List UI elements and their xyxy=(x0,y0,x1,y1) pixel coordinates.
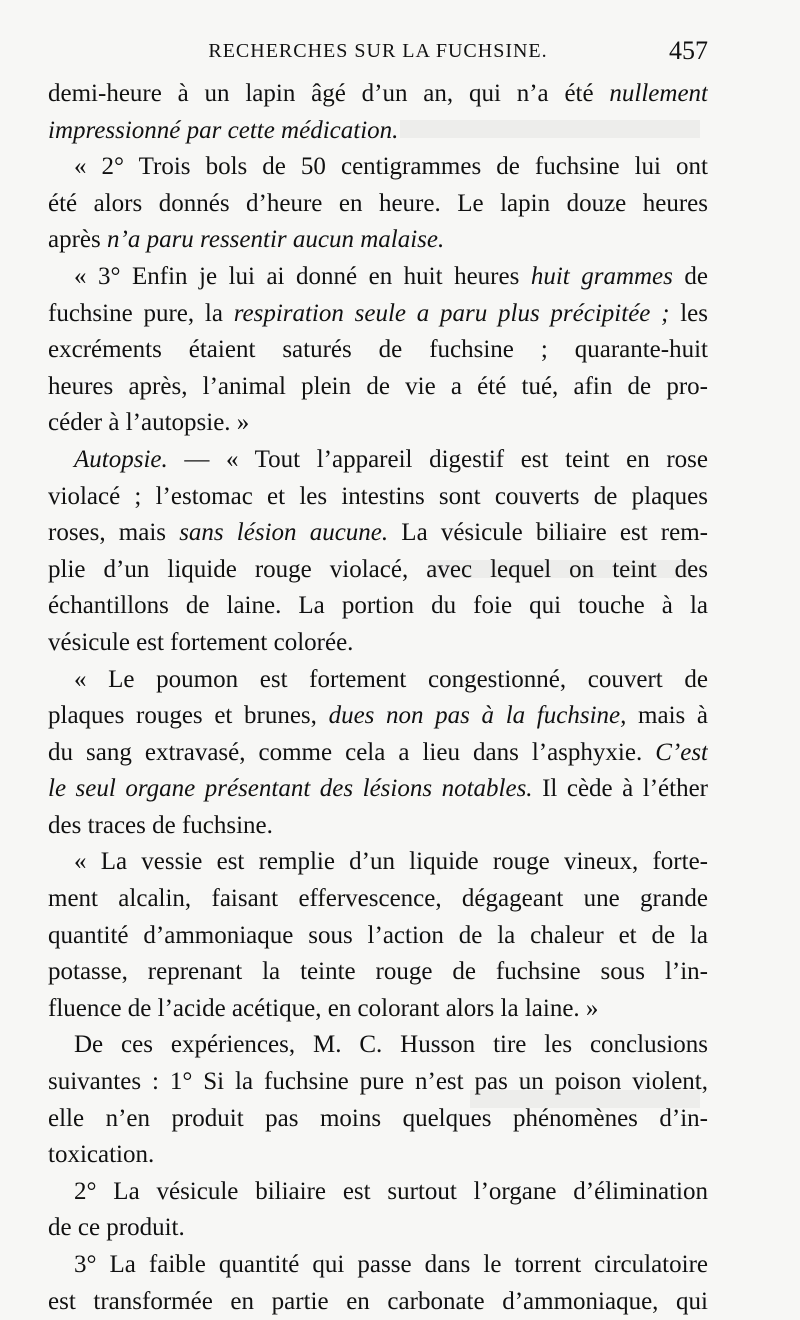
italic-text: huit grammes xyxy=(530,262,673,290)
text-line xyxy=(48,76,708,113)
text-run: potasse, reprenant la teinte rouge de fuchsine sous l’in- xyxy=(48,958,708,986)
text-line xyxy=(48,149,708,186)
text-line xyxy=(48,771,708,808)
text-run: heures après, l’animal plein de vie a été tué, afin de pro- xyxy=(48,372,708,400)
text-run: plaques rouges et brunes, xyxy=(48,702,329,730)
text-line xyxy=(48,1027,708,1064)
text-run: « 2° Trois bols de 50 centigrammes de fuchsine lui ont xyxy=(74,153,708,181)
text-run: des traces de fuchsine. xyxy=(48,811,273,839)
text-line xyxy=(48,296,708,333)
text-run: de xyxy=(672,262,708,290)
text-run: 3° La faible quantité qui passe dans le torrent circulatoire xyxy=(74,1251,708,1278)
text-line xyxy=(48,552,708,589)
text-run: demi-heure à un lapin âgé d’un an, qui n’a été xyxy=(48,80,610,107)
text-run: été alors donnés d’heure en heure. Le lapin douze heures xyxy=(48,189,708,217)
italic-text: nullement xyxy=(609,80,708,107)
text-line xyxy=(48,1137,708,1174)
text-run: « La vessie est remplie d’un liquide rouge vineux, forte- xyxy=(74,848,708,876)
text-line xyxy=(48,332,708,369)
text-run: excréments étaient saturés de fuchsine ; quarante-huit xyxy=(48,336,708,364)
text-run: les xyxy=(669,299,708,327)
text-run: du sang extravasé, comme cela a lieu dans l’asphyxie. xyxy=(48,738,656,766)
text-run: quantité d’ammoniaque sous l’action de la chaleur et de la xyxy=(48,921,708,949)
text-run: « Le poumon est fortement congestionné, couvert de xyxy=(74,665,708,693)
text-line xyxy=(48,369,708,406)
running-title: RECHERCHES SUR LA FUCHSINE. xyxy=(208,40,548,62)
text-line xyxy=(48,1174,708,1211)
text-run: fuchsine pure, la xyxy=(48,299,234,327)
italic-text: respiration seule a paru plus précipitée ; xyxy=(233,299,670,327)
text-run: fluence de l’acide acétique, en colorant alors la laine. » xyxy=(48,994,599,1022)
text-line xyxy=(48,259,708,296)
text-run: De ces expériences, M. C. Husson tire les conclusions xyxy=(74,1031,708,1059)
text-line xyxy=(48,1101,708,1138)
text-line xyxy=(48,808,708,845)
text-line xyxy=(48,588,708,625)
text-run: 2° La vésicule biliaire est surtout l’organe d’élimination xyxy=(74,1177,708,1205)
text-line xyxy=(48,1210,708,1247)
text-run: vésicule est fortement colorée. xyxy=(48,628,354,656)
text-line xyxy=(48,662,708,699)
text-line xyxy=(48,625,708,662)
text-line xyxy=(48,844,708,881)
text-line xyxy=(48,991,708,1028)
text-line xyxy=(48,1247,708,1284)
text-run: Il cède à l’éther xyxy=(532,775,708,803)
text-line xyxy=(48,918,708,955)
page-number: 457 xyxy=(669,36,708,65)
text-line xyxy=(48,515,708,552)
text-run: après xyxy=(48,226,107,254)
text-run: plie d’un liquide rouge violacé, avec lequel on teint des xyxy=(48,555,708,583)
text-run: La vésicule biliaire est rem- xyxy=(388,519,708,547)
text-line xyxy=(48,1064,708,1101)
text-run: mais à xyxy=(626,702,708,730)
text-line xyxy=(48,186,708,223)
text-run: violacé ; l’estomac et les intestins sont couverts de plaques xyxy=(48,482,708,510)
text-run: est transformée en partie en carbonate d’ammoniaque, qui xyxy=(48,1287,708,1315)
text-line xyxy=(48,698,708,735)
text-line xyxy=(48,479,708,516)
running-head xyxy=(48,36,708,70)
text-line xyxy=(48,954,708,991)
text-run: échantillons de laine. La portion du foie qui touche à la xyxy=(48,592,708,620)
italic-text: C’est xyxy=(655,738,708,766)
text-run: — « Tout l’appareil digestif est teint en rose xyxy=(167,445,708,473)
text-run: céder à l’autopsie. » xyxy=(48,409,250,437)
text-run: toxication. xyxy=(48,1141,155,1169)
italic-text: n’a paru ressentir aucun malaise. xyxy=(107,226,445,254)
text-line xyxy=(48,222,708,259)
text-line xyxy=(48,442,708,479)
text-line xyxy=(48,1284,708,1320)
text-line xyxy=(48,113,708,150)
text-line xyxy=(48,405,708,442)
text-run: ment alcalin, faisant effervescence, dégageant une grande xyxy=(48,885,708,913)
text-run: roses, mais xyxy=(48,519,180,547)
italic-text: dues non pas à la fuchsine, xyxy=(328,702,627,730)
text-run: suivantes : 1° Si la fuchsine pure n’est pas un poison violent, xyxy=(48,1068,708,1096)
italic-text: impressionné par cette médication. xyxy=(48,116,399,144)
text-run: elle n’en produit pas moins quelques phénomènes d’in- xyxy=(48,1104,708,1132)
text-line xyxy=(48,881,708,918)
italic-text: Autopsie. xyxy=(74,445,168,473)
italic-text: le seul organe présentant des lésions notables. xyxy=(48,775,533,803)
text-line xyxy=(48,735,708,772)
text-run: de ce produit. xyxy=(48,1214,185,1242)
body-text xyxy=(48,76,708,1320)
italic-text: sans lésion aucune. xyxy=(179,519,389,547)
text-run: « 3° Enfin je lui ai donné en huit heures xyxy=(74,262,531,290)
